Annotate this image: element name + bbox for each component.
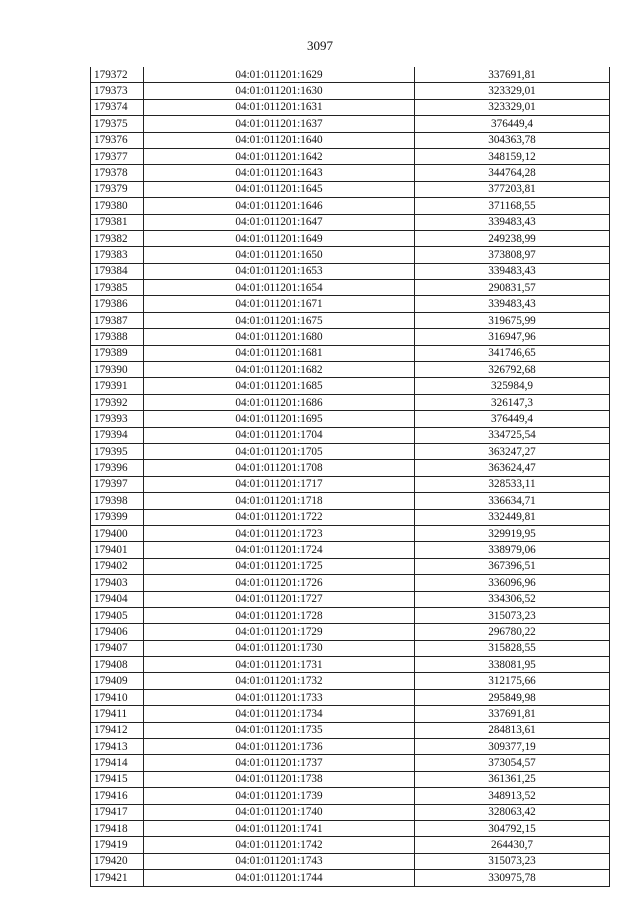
- cadastral-number-cell: 04:01:011201:1730: [144, 640, 415, 656]
- cadastral-value-cell: 363247,27: [415, 443, 610, 459]
- table-row: [91, 804, 610, 820]
- cadastral-value-cell: 332449,81: [415, 509, 610, 525]
- cadastral-number-cell: 04:01:011201:1735: [144, 722, 415, 738]
- cadastral-number-cell: 04:01:011201:1650: [144, 247, 415, 263]
- cadastral-value-cell: 316947,96: [415, 329, 610, 345]
- cadastral-value-cell: 376449,4: [415, 116, 610, 132]
- table-row: [91, 148, 610, 164]
- cadastral-value-cell: 249238,99: [415, 230, 610, 246]
- row-number-cell: 179393: [91, 411, 144, 427]
- table-row: [91, 575, 610, 591]
- table-row: [91, 345, 610, 361]
- cadastral-number-cell: 04:01:011201:1718: [144, 493, 415, 509]
- table-row: [91, 394, 610, 410]
- cadastral-number-cell: 04:01:011201:1722: [144, 509, 415, 525]
- cadastral-value-cell: 339483,43: [415, 296, 610, 312]
- cadastral-value-cell: 284813,61: [415, 722, 610, 738]
- cadastral-number-cell: 04:01:011201:1686: [144, 394, 415, 410]
- cadastral-number-cell: 04:01:011201:1740: [144, 804, 415, 820]
- cadastral-number-cell: 04:01:011201:1729: [144, 624, 415, 640]
- table-row: [91, 525, 610, 541]
- table-row: [91, 755, 610, 771]
- row-number-cell: 179403: [91, 575, 144, 591]
- table-row: [91, 312, 610, 328]
- table-row: [91, 280, 610, 296]
- cadastral-value-cell: 329919,95: [415, 525, 610, 541]
- cadastral-number-cell: 04:01:011201:1629: [144, 67, 415, 83]
- cadastral-number-cell: 04:01:011201:1708: [144, 460, 415, 476]
- row-number-cell: 179400: [91, 525, 144, 541]
- table-row: [91, 493, 610, 509]
- cadastral-value-cell: 323329,01: [415, 99, 610, 115]
- table-row: [91, 329, 610, 345]
- cadastral-value-cell: 290831,57: [415, 280, 610, 296]
- row-number-cell: 179415: [91, 771, 144, 787]
- table-row: [91, 230, 610, 246]
- table-row: [91, 591, 610, 607]
- cadastral-number-cell: 04:01:011201:1738: [144, 771, 415, 787]
- table-row: [91, 542, 610, 558]
- row-number-cell: 179378: [91, 165, 144, 181]
- cadastral-value-cell: 325984,9: [415, 378, 610, 394]
- table-row: [91, 640, 610, 656]
- table-row: [91, 706, 610, 722]
- table-row: [91, 132, 610, 148]
- table-row: [91, 509, 610, 525]
- row-number-cell: 179421: [91, 870, 144, 886]
- cadastral-value-cell: 363624,47: [415, 460, 610, 476]
- cadastral-value-cell: 326792,68: [415, 362, 610, 378]
- row-number-cell: 179399: [91, 509, 144, 525]
- table-row: [91, 67, 610, 83]
- cadastral-number-cell: 04:01:011201:1647: [144, 214, 415, 230]
- row-number-cell: 179420: [91, 853, 144, 869]
- row-number-cell: 179392: [91, 394, 144, 410]
- table-row: [91, 378, 610, 394]
- row-number-cell: 179409: [91, 673, 144, 689]
- table-row: [91, 427, 610, 443]
- table-row: [91, 722, 610, 738]
- cadastral-number-cell: 04:01:011201:1675: [144, 312, 415, 328]
- cadastral-value-cell: 371168,55: [415, 198, 610, 214]
- table-body: [91, 67, 610, 886]
- cadastral-number-cell: 04:01:011201:1705: [144, 443, 415, 459]
- table-row: [91, 788, 610, 804]
- cadastral-value-cell: 328533,11: [415, 476, 610, 492]
- cadastral-number-cell: 04:01:011201:1653: [144, 263, 415, 279]
- cadastral-value-cell: 337691,81: [415, 67, 610, 83]
- cadastral-value-cell: 373808,97: [415, 247, 610, 263]
- cadastral-value-cell: 339483,43: [415, 263, 610, 279]
- row-number-cell: 179401: [91, 542, 144, 558]
- cadastral-number-cell: 04:01:011201:1645: [144, 181, 415, 197]
- cadastral-value-cell: 337691,81: [415, 706, 610, 722]
- row-number-cell: 179413: [91, 739, 144, 755]
- cadastral-value-cell: 339483,43: [415, 214, 610, 230]
- cadastral-number-cell: 04:01:011201:1717: [144, 476, 415, 492]
- table-row: [91, 443, 610, 459]
- cadastral-number-cell: 04:01:011201:1727: [144, 591, 415, 607]
- cadastral-number-cell: 04:01:011201:1741: [144, 820, 415, 836]
- table-row: [91, 624, 610, 640]
- row-number-cell: 179380: [91, 198, 144, 214]
- row-number-cell: 179397: [91, 476, 144, 492]
- cadastral-value-cell: 334306,52: [415, 591, 610, 607]
- row-number-cell: 179390: [91, 362, 144, 378]
- cadastral-value-cell: 326147,3: [415, 394, 610, 410]
- cadastral-value-cell: 328063,42: [415, 804, 610, 820]
- table-row: [91, 247, 610, 263]
- cadastral-number-cell: 04:01:011201:1744: [144, 870, 415, 886]
- table-row: [91, 673, 610, 689]
- row-number-cell: 179375: [91, 116, 144, 132]
- cadastral-number-cell: 04:01:011201:1695: [144, 411, 415, 427]
- row-number-cell: 179386: [91, 296, 144, 312]
- table-row: [91, 296, 610, 312]
- cadastral-value-cell: 338979,06: [415, 542, 610, 558]
- row-number-cell: 179410: [91, 689, 144, 705]
- row-number-cell: 179394: [91, 427, 144, 443]
- table-row: [91, 607, 610, 623]
- table-row: [91, 83, 610, 99]
- cadastral-value-cell: 309377,19: [415, 739, 610, 755]
- row-number-cell: 179384: [91, 263, 144, 279]
- table-row: [91, 411, 610, 427]
- cadastral-value-table: [90, 67, 610, 887]
- cadastral-number-cell: 04:01:011201:1649: [144, 230, 415, 246]
- cadastral-value-cell: 323329,01: [415, 83, 610, 99]
- cadastral-value-cell: 336096,96: [415, 575, 610, 591]
- row-number-cell: 179377: [91, 148, 144, 164]
- table-row: [91, 853, 610, 869]
- table-row: [91, 362, 610, 378]
- cadastral-number-cell: 04:01:011201:1725: [144, 558, 415, 574]
- cadastral-number-cell: 04:01:011201:1637: [144, 116, 415, 132]
- row-number-cell: 179419: [91, 837, 144, 853]
- table-row: [91, 198, 610, 214]
- row-number-cell: 179382: [91, 230, 144, 246]
- row-number-cell: 179395: [91, 443, 144, 459]
- table-row: [91, 558, 610, 574]
- table-row: [91, 837, 610, 853]
- cadastral-value-cell: 315828,55: [415, 640, 610, 656]
- table-row: [91, 870, 610, 886]
- cadastral-number-cell: 04:01:011201:1682: [144, 362, 415, 378]
- cadastral-value-cell: 296780,22: [415, 624, 610, 640]
- cadastral-number-cell: 04:01:011201:1654: [144, 280, 415, 296]
- cadastral-value-cell: 295849,98: [415, 689, 610, 705]
- row-number-cell: 179381: [91, 214, 144, 230]
- cadastral-number-cell: 04:01:011201:1680: [144, 329, 415, 345]
- table-row: [91, 689, 610, 705]
- cadastral-number-cell: 04:01:011201:1739: [144, 788, 415, 804]
- table-row: [91, 476, 610, 492]
- row-number-cell: 179404: [91, 591, 144, 607]
- row-number-cell: 179416: [91, 788, 144, 804]
- cadastral-number-cell: 04:01:011201:1643: [144, 165, 415, 181]
- cadastral-number-cell: 04:01:011201:1742: [144, 837, 415, 853]
- cadastral-value-cell: 330975,78: [415, 870, 610, 886]
- cadastral-value-cell: 377203,81: [415, 181, 610, 197]
- cadastral-number-cell: 04:01:011201:1743: [144, 853, 415, 869]
- cadastral-value-cell: 376449,4: [415, 411, 610, 427]
- table-row: [91, 263, 610, 279]
- row-number-cell: 179391: [91, 378, 144, 394]
- cadastral-value-cell: 344764,28: [415, 165, 610, 181]
- table-row: [91, 739, 610, 755]
- row-number-cell: 179406: [91, 624, 144, 640]
- cadastral-value-cell: 367396,51: [415, 558, 610, 574]
- row-number-cell: 179374: [91, 99, 144, 115]
- row-number-cell: 179402: [91, 558, 144, 574]
- cadastral-number-cell: 04:01:011201:1646: [144, 198, 415, 214]
- row-number-cell: 179414: [91, 755, 144, 771]
- cadastral-value-cell: 319675,99: [415, 312, 610, 328]
- cadastral-number-cell: 04:01:011201:1631: [144, 99, 415, 115]
- cadastral-number-cell: 04:01:011201:1737: [144, 755, 415, 771]
- row-number-cell: 179411: [91, 706, 144, 722]
- row-number-cell: 179412: [91, 722, 144, 738]
- row-number-cell: 179388: [91, 329, 144, 345]
- table-row: [91, 181, 610, 197]
- cadastral-number-cell: 04:01:011201:1685: [144, 378, 415, 394]
- table-row: [91, 165, 610, 181]
- row-number-cell: 179372: [91, 67, 144, 83]
- cadastral-value-cell: 304363,78: [415, 132, 610, 148]
- row-number-cell: 179383: [91, 247, 144, 263]
- cadastral-value-cell: 348159,12: [415, 148, 610, 164]
- cadastral-number-cell: 04:01:011201:1731: [144, 657, 415, 673]
- row-number-cell: 179398: [91, 493, 144, 509]
- cadastral-number-cell: 04:01:011201:1724: [144, 542, 415, 558]
- table-row: [91, 820, 610, 836]
- cadastral-value-cell: 334725,54: [415, 427, 610, 443]
- cadastral-value-cell: 361361,25: [415, 771, 610, 787]
- cadastral-number-cell: 04:01:011201:1671: [144, 296, 415, 312]
- row-number-cell: 179387: [91, 312, 144, 328]
- row-number-cell: 179373: [91, 83, 144, 99]
- cadastral-number-cell: 04:01:011201:1734: [144, 706, 415, 722]
- cadastral-value-cell: 338081,95: [415, 657, 610, 673]
- cadastral-value-cell: 315073,23: [415, 607, 610, 623]
- cadastral-number-cell: 04:01:011201:1732: [144, 673, 415, 689]
- table-row: [91, 99, 610, 115]
- cadastral-number-cell: 04:01:011201:1733: [144, 689, 415, 705]
- row-number-cell: 179396: [91, 460, 144, 476]
- row-number-cell: 179418: [91, 820, 144, 836]
- table-row: [91, 116, 610, 132]
- row-number-cell: 179389: [91, 345, 144, 361]
- cadastral-value-cell: 315073,23: [415, 853, 610, 869]
- cadastral-number-cell: 04:01:011201:1728: [144, 607, 415, 623]
- row-number-cell: 179408: [91, 657, 144, 673]
- cadastral-number-cell: 04:01:011201:1723: [144, 525, 415, 541]
- cadastral-number-cell: 04:01:011201:1736: [144, 739, 415, 755]
- cadastral-value-cell: 348913,52: [415, 788, 610, 804]
- cadastral-number-cell: 04:01:011201:1726: [144, 575, 415, 591]
- table-row: [91, 214, 610, 230]
- row-number-cell: 179407: [91, 640, 144, 656]
- cadastral-number-cell: 04:01:011201:1681: [144, 345, 415, 361]
- cadastral-number-cell: 04:01:011201:1630: [144, 83, 415, 99]
- table-row: [91, 657, 610, 673]
- cadastral-value-cell: 264430,7: [415, 837, 610, 853]
- row-number-cell: 179417: [91, 804, 144, 820]
- row-number-cell: 179405: [91, 607, 144, 623]
- row-number-cell: 179376: [91, 132, 144, 148]
- page-number: 3097: [307, 38, 333, 53]
- row-number-cell: 179385: [91, 280, 144, 296]
- cadastral-value-cell: 304792,15: [415, 820, 610, 836]
- row-number-cell: 179379: [91, 181, 144, 197]
- cadastral-number-cell: 04:01:011201:1704: [144, 427, 415, 443]
- cadastral-value-cell: 312175,66: [415, 673, 610, 689]
- cadastral-value-cell: 373054,57: [415, 755, 610, 771]
- table-row: [91, 771, 610, 787]
- cadastral-value-cell: 341746,65: [415, 345, 610, 361]
- cadastral-number-cell: 04:01:011201:1640: [144, 132, 415, 148]
- cadastral-value-cell: 336634,71: [415, 493, 610, 509]
- table-row: [91, 460, 610, 476]
- cadastral-number-cell: 04:01:011201:1642: [144, 148, 415, 164]
